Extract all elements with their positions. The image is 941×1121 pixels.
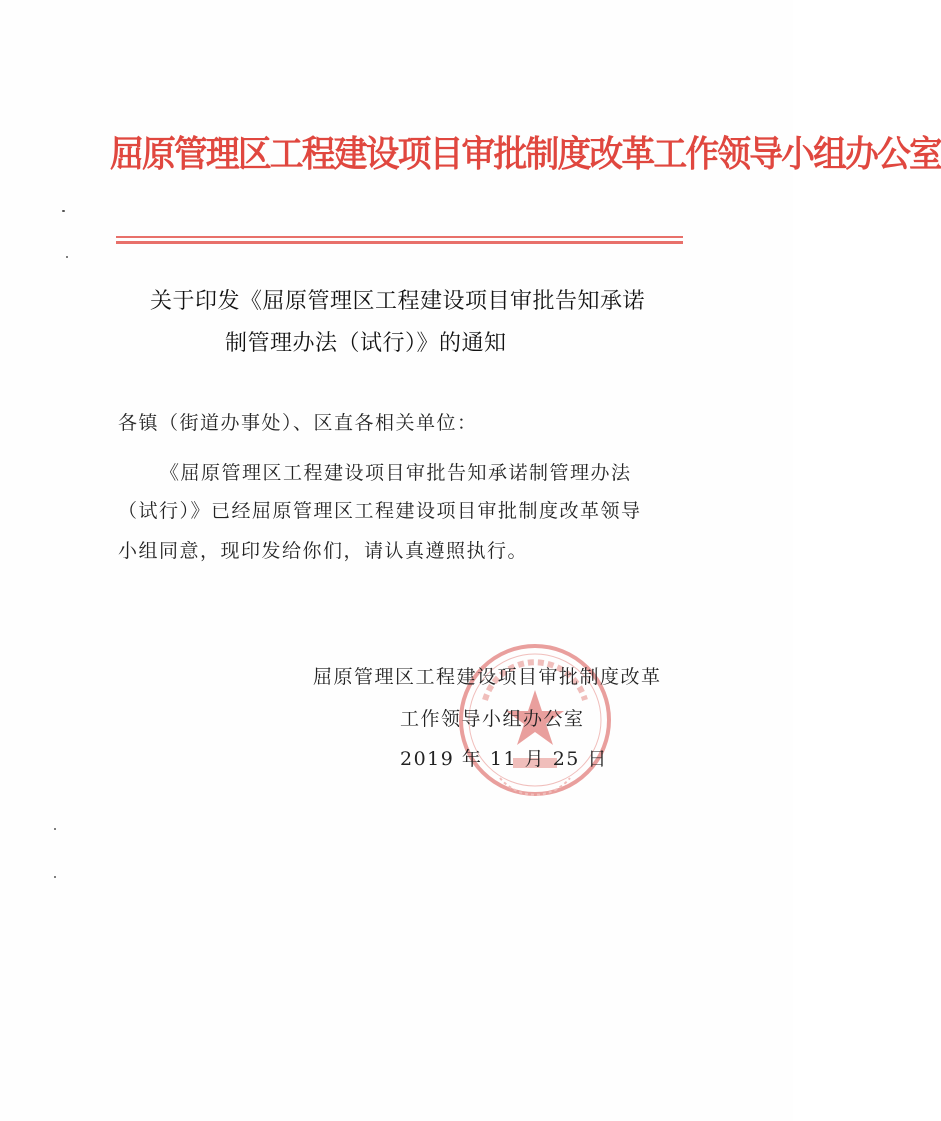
- document-title-line2: 制管理办法（试行）》的通知: [225, 331, 507, 356]
- scan-speck: [54, 828, 56, 830]
- body-paragraph-line3: 小组同意，现印发给你们，请认真遵照执行。: [118, 540, 529, 562]
- signature-date: 2019 年 11 月 25 日: [400, 748, 608, 770]
- signature-org-line2: 工作领导小组办公室: [400, 708, 585, 730]
- scan-speck: [66, 256, 68, 258]
- body-paragraph-line1: 《屈原管理区工程建设项目审批告知承诺制管理办法: [160, 462, 632, 484]
- red-divider-thick: [116, 241, 683, 244]
- scan-speck: [62, 210, 65, 212]
- red-divider-thin: [116, 236, 683, 238]
- document-title-line1: 关于印发《屈原管理区工程建设项目审批告知承诺: [150, 289, 646, 314]
- body-paragraph-line2: （试行）》已经屈原管理区工程建设项目审批制度改革领导: [118, 500, 642, 522]
- scan-speck: [54, 876, 56, 878]
- salutation: 各镇（街道办事处）、区直各相关单位：: [118, 412, 478, 434]
- signature-org-line1: 屈原管理区工程建设项目审批制度改革: [313, 666, 662, 688]
- issuing-office-header: 屈原管理区工程建设项目审批制度改革工作领导小组办公室: [110, 134, 941, 175]
